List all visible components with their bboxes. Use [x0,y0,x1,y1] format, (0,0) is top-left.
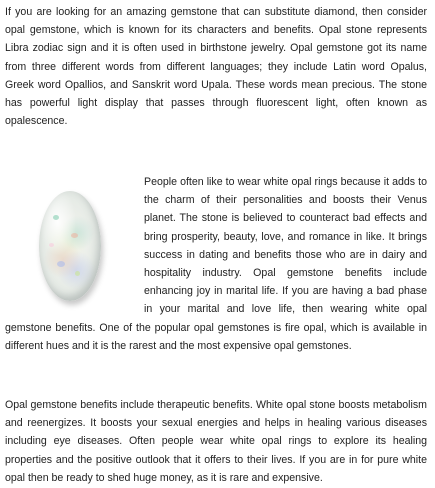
opal-fleck [53,215,59,220]
opal-fleck [49,243,54,247]
opal-fleck [57,261,65,267]
therapeutic-benefits-paragraph: Opal gemstone benefits include therapeutic benefits. White opal stone boosts metabolism and reenergizes. It boosts your sexual energies and helps in healing various diseases including eye diseases. Often people wear white opal rings to explore its healing properties and the positive outlook that it offers to their lives. If you are in for pure white opal then be ready to shed huge money, as it is rare and expensive. [5,399,427,484]
opal-rings-section [5,173,427,355]
opal-fleck [71,233,78,238]
gemstone-image [5,173,144,310]
opal-fleck [75,271,80,276]
opal-rings-paragraph: People often like to wear white opal rings because it adds to the charm of their personalities and boosts their Venus planet. The stone is believed to counteract bad effects and bring prosperity, beauty, love, and romance in like. It brings success in dating and benefits those who are in dairy and hospitality industry. Opal gemstone benefits include enhancing joy in marital life. If you are having a bad phase in your marital and love life, then wearing white opal gemstone benefits. One of the popular opal gemstones is fire opal, which is available in different hues and it is the rarest and the most expensive opal gemstones. [5,176,427,352]
white-opal-gemstone-icon [39,191,101,301]
intro-paragraph: If you are looking for an amazing gemstone that can substitute diamond, then consider opal gemstone, which is known for its characters and benefits. Opal stone represents Libra zodiac sign and it is often used in birthstone jewelry. Opal gemstone got its name from three different words from different languages; they include Latin word Opalus, Greek word Opallios, and Sanskrit word Upala. These words mean precious. The stone has powerful light display that passes through fluorescent light, often known as opalescence. [5,6,427,128]
